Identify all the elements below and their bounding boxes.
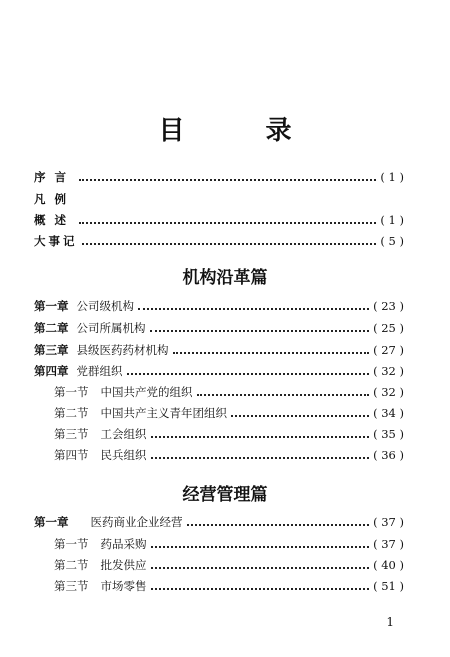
toc-entry-label: 公司所属机构 (76, 321, 146, 335)
toc-leader-dots (151, 567, 370, 569)
toc-subentry[interactable] (54, 446, 404, 464)
toc-subentry[interactable] (54, 425, 404, 443)
toc-entry-label: 市场零售 (100, 579, 147, 593)
toc-leader-dots (127, 373, 370, 375)
toc-leader-dots (151, 457, 370, 459)
toc-leader-dots (151, 436, 370, 438)
toc-section-number: 第四节 (54, 448, 89, 462)
toc-entry-page: ( 23 ) (373, 299, 404, 313)
toc-entry-preface[interactable] (34, 168, 404, 186)
toc-subentry[interactable] (54, 577, 404, 595)
toc-leader-dots (231, 415, 369, 417)
toc-entry-label: 批发供应 (100, 558, 147, 572)
toc-entry-page: ( 1 ) (380, 170, 404, 184)
toc-section-number: 第一节 (54, 537, 89, 551)
toc-leader-dots (151, 588, 370, 590)
toc-chapter-number: 第四章 (34, 364, 69, 378)
section-title: 机构沿革篇 (182, 268, 268, 288)
toc-section-number: 第三节 (54, 579, 89, 593)
toc-entry-label: 医药商业企业经营 (90, 515, 183, 529)
toc-entry-label: 凡例 (34, 192, 75, 206)
toc-entry-guidelines[interactable] (34, 190, 404, 208)
section-title: 经营管理篇 (182, 485, 268, 505)
page-number: 1 (386, 615, 394, 629)
toc-entry[interactable] (34, 297, 404, 315)
toc-entry-label: 概述 (34, 213, 75, 227)
toc-section-number: 第二节 (54, 406, 89, 420)
toc-entry-label: 县级医药药材机构 (76, 343, 169, 357)
toc-leader-dots (197, 394, 370, 396)
toc-entry-overview[interactable] (34, 211, 404, 229)
toc-leader-dots (150, 330, 370, 332)
toc-entry-page: ( 36 ) (373, 448, 404, 462)
toc-entry[interactable] (34, 362, 404, 380)
toc-entry-label: 民兵组织 (100, 448, 147, 462)
toc-leader-dots (173, 352, 370, 354)
toc-subentry[interactable] (54, 383, 404, 401)
toc-entry-page: ( 34 ) (373, 406, 404, 420)
toc-subentry[interactable] (54, 535, 404, 553)
toc-leader-dots (187, 524, 370, 526)
toc-section-number: 第一节 (54, 385, 89, 399)
toc-subentry[interactable] (54, 556, 404, 574)
toc-section-number: 第三节 (54, 427, 89, 441)
toc-leader-dots (82, 243, 377, 245)
toc-entry-label: 工会组织 (100, 427, 147, 441)
toc-entry[interactable] (34, 513, 404, 531)
toc-entry-page: ( 51 ) (373, 579, 404, 593)
toc-chapter-number: 第二章 (34, 321, 69, 335)
page-title: 目 录 (158, 116, 328, 146)
toc-entry-label: 中国共产主义青年团组织 (100, 406, 227, 420)
toc-entry-label: 药品采购 (100, 537, 147, 551)
toc-entry-page: ( 35 ) (373, 427, 404, 441)
toc-entry-label: 党群组织 (76, 364, 123, 378)
toc-entry-page: ( 25 ) (373, 321, 404, 335)
toc-entry-page: ( 32 ) (373, 385, 404, 399)
toc-entry-label: 公司级机构 (76, 299, 134, 313)
toc-subentry[interactable] (54, 404, 404, 422)
toc-entry-page: ( 1 ) (380, 213, 404, 227)
toc-entry[interactable] (34, 341, 404, 359)
toc-leader-dots (79, 222, 376, 224)
toc-entry-label: 中国共产党的组织 (100, 385, 193, 399)
toc-entry-chronicle[interactable] (34, 232, 404, 250)
toc-leader-dots (151, 546, 370, 548)
toc-leader-dots (138, 308, 369, 310)
toc-entry-label: 大事记 (34, 234, 78, 248)
toc-entry-page: ( 5 ) (380, 234, 404, 248)
toc-chapter-number: 第三章 (34, 343, 69, 357)
toc-entry-page: ( 40 ) (373, 558, 404, 572)
toc-leader-dots (79, 179, 376, 181)
toc-entry-page: ( 27 ) (373, 343, 404, 357)
toc-entry[interactable] (34, 319, 404, 337)
toc-entry-page: ( 32 ) (373, 364, 404, 378)
toc-chapter-number: 第一章 (34, 299, 69, 313)
toc-entry-label: 序言 (34, 170, 75, 184)
toc-section-number: 第二节 (54, 558, 89, 572)
toc-entry-page: ( 37 ) (373, 537, 404, 551)
toc-entry-page: ( 37 ) (373, 515, 404, 529)
toc-chapter-number: 第一章 (34, 515, 69, 529)
